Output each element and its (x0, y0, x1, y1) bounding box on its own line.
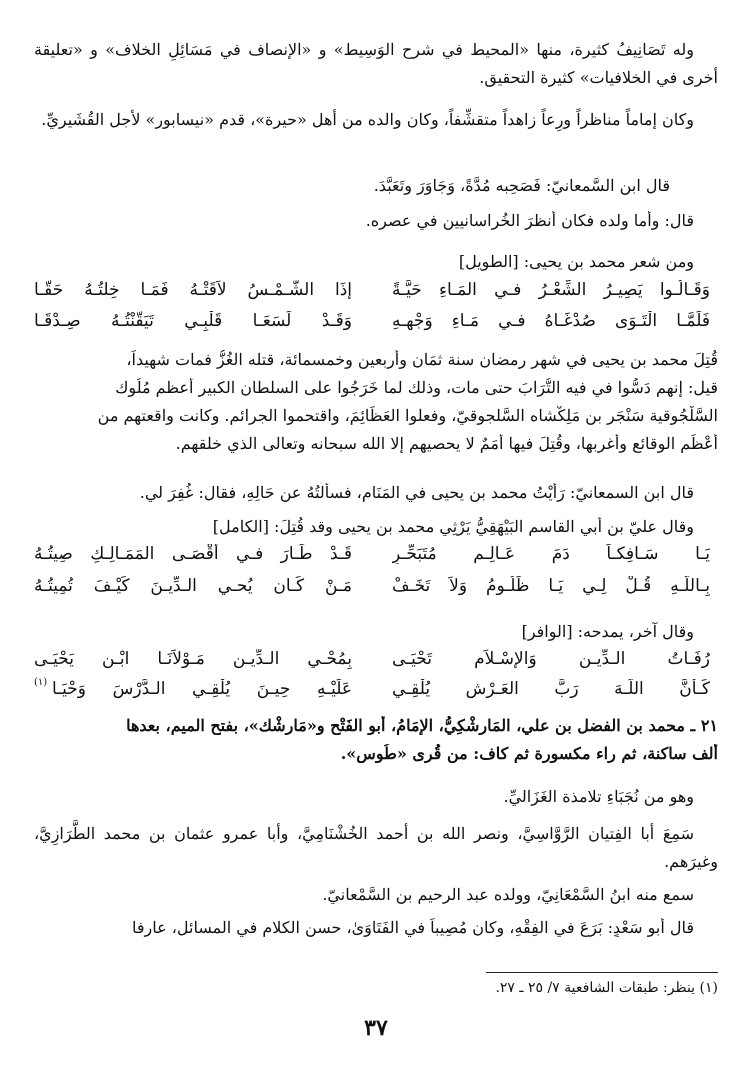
paragraph-6-line: قيل: إنهم دَسُّوا في فيه التُّرَابَ حتى مات، وذلك لما خَرَجُوا على السلطان الكبير أعظم مُلُوك (115, 378, 718, 397)
paragraph-3: قال ابن السَّمعانيّ: فَصَحِبه مُدَّةً، وَجَاوَرَ وتَعَبَّدَ. (373, 176, 670, 195)
entry-21-line: ٢١ ـ محمد بن الفضل بن علي، المَارِشْكِيُّ، الإمَامُ، أبو الفَتْحِ و«مَارِشْك»، بفتح الميم، بعدها (126, 716, 718, 735)
verse-second-hemistich: وَقَـدْ لَسَعَـا قَلْبِـي تَيَقَّنْتُـهُ صِـدْقَـا (34, 311, 352, 331)
page-number: ٣٧ (364, 1015, 388, 1041)
footnote-marker: (١) (34, 677, 48, 688)
paragraph-6-line: السَّلْجُوقية سَنْجَر بن مَلِكْشاه السَّلجوقيّ، وفعلوا العَظَائِمَ، واقتحموا الجرائم. وكانت واقعتهم من (97, 406, 718, 425)
paragraph-2 (34, 106, 718, 134)
paragraph-11: وهو من نُجَبَاءِ تلامذة الغَزَاليِّ. (503, 787, 694, 806)
verse-line (34, 280, 718, 312)
paragraph-1 (34, 36, 718, 92)
verse-first-hemistich: رُفَـاتُ الـدِّيـنِ وَالإِسْـلاَمِ تَحْيَـى (392, 649, 710, 669)
verse-line (34, 679, 718, 711)
verse-line (34, 576, 718, 608)
verse-second-hemistich: إذَا الشَّـمْـسُ لاَقَتْـهُ فَمَـا خِلتُـهُ حَقَّـا (34, 280, 352, 300)
paragraph-text: سَمِعَ أبا الفِتيان الرَّوَّاسِيَّ، ونصر الله بن أحمد الخُشْنَامِيَّ، وأبا عمرو عثمان بن محمد الطَّرَازِيَّ، وغيرَهم. (34, 824, 718, 871)
verse-second-hemistich: مَـنْ كَـان يُحـي الـدِّيـنَ كَيْـفَ تُمِيتُـهُ (34, 576, 352, 596)
paragraph-9: وقال آخر، يمدحه: [الوافر] (521, 622, 694, 641)
verse-second-hemistich: بِمُحْـيِ الـدِّيـنِ مَـوْلاَنَـا ابْـنِ يَحْيَـى (34, 649, 352, 669)
book-page (34, 0, 718, 1091)
paragraph-4: قال: وأما ولده فكان أنظرَ الخُراسانيين في عصره. (365, 211, 694, 230)
verse-first-hemistich: يَـا سَـافِكـاً دَمَ عَـالِـمٍ مُتَبَحِّـرٍ (392, 544, 710, 564)
verse-second-hemistich: قَـدْ طَـارَ فـي أقْصَـى المَمَـالِـكِ صِيتُـهُ (34, 544, 352, 564)
paragraph-6-line: قُتِلَ محمد بن يحيى في شهر رمضان سنة ثمَان وأربعين وخمسمائة، قتله الغُزُّ فمات شهيداً، (126, 350, 718, 369)
paragraph-text: وله تَصَانِيفُ كثيرة، منها «المحيط في شرح الوَسِيط» و «الإنصاف في مَسَائِلِ الخلاف» و «تعليقة أخرى في الخلافيات» كثيرة التحقيق. (34, 40, 718, 87)
verse-line (34, 544, 718, 576)
footnote-separator (486, 972, 718, 973)
paragraph-5: ومن شعر محمد بن يحيى: [الطويل] (458, 252, 694, 271)
footnote: (١) ينظر: طبقات الشافعية ٧/ ٢٥ ـ ٢٧. (495, 980, 718, 996)
verse-second-hemistich: عَلَيْـهِ حِيـنَ يُلْقِـي الـدَّرْسَ وَحْيَـا (52, 679, 352, 699)
paragraph-6-line: أعْظَم الوقائع وأغربها، وقُتِلَ فيها أُمَمٌ لا يحصيهم إلا الله سبحانه وتعالى الذي خلقهم. (175, 434, 718, 453)
verse-line (34, 649, 718, 681)
paragraph-7: قال ابن السمعانيّ: رَأَيْتُ محمد بن يحيى في المَنَامِ، فسألتُهُ عن حَالِهِ، فقال: غُفِرَ لي. (139, 483, 694, 502)
verse-line (34, 311, 718, 343)
verse-first-hemistich: فَلَمَّـا الْتَـوَى صُدْغَـاهُ فـي مَـاءِ وَجْهِـهِ (392, 311, 710, 331)
entry-21-line: ألف ساكنة، ثم راء مكسورة ثم كاف: من قُرى «طُوس». (340, 744, 718, 763)
verse-first-hemistich: وَقَـالُـوا يَصِيـرُ الشِّعْـرُ فـي المَـاءِ حَيَّـةً (392, 280, 710, 300)
paragraph-14: قال أبو سَعْدٍ: بَرَعَ في الفِقْهِ، وكان مُصِيباً في الفَتَاوَىٰ، حسن الكلام في المسائل، عارفا (131, 918, 694, 937)
paragraph-8: وقال عليّ بن أبي القاسم البَيْهَقِيُّ يَرْثِي محمد بن يحيى وقد قُتِلَ: [الكامل] (212, 517, 694, 536)
paragraph-text: وكان إماماً مناظراً ورِعاً زاهداً متقشِّفاً، وكان والده من أهل «حيرة»، قدم «نيسابور» لأجل القُشَيريِّ. (41, 110, 694, 129)
verse-first-hemistich: كَـأَنَّ اللَّـهَ رَبَّ العَـرْشِ يُلْقِـي (392, 679, 710, 699)
paragraph-12 (34, 820, 718, 876)
verse-first-hemistich: بِـاللَّـهِ قُـلْ لِـي يَـا ظَلُـومُ وَلاَ تَخَـفْ (392, 576, 710, 596)
paragraph-13: سمع منه ابنُ السَّمْعَانِيّ، وولده عبد الرحيم بن السَّمْعانيّ. (322, 885, 694, 904)
